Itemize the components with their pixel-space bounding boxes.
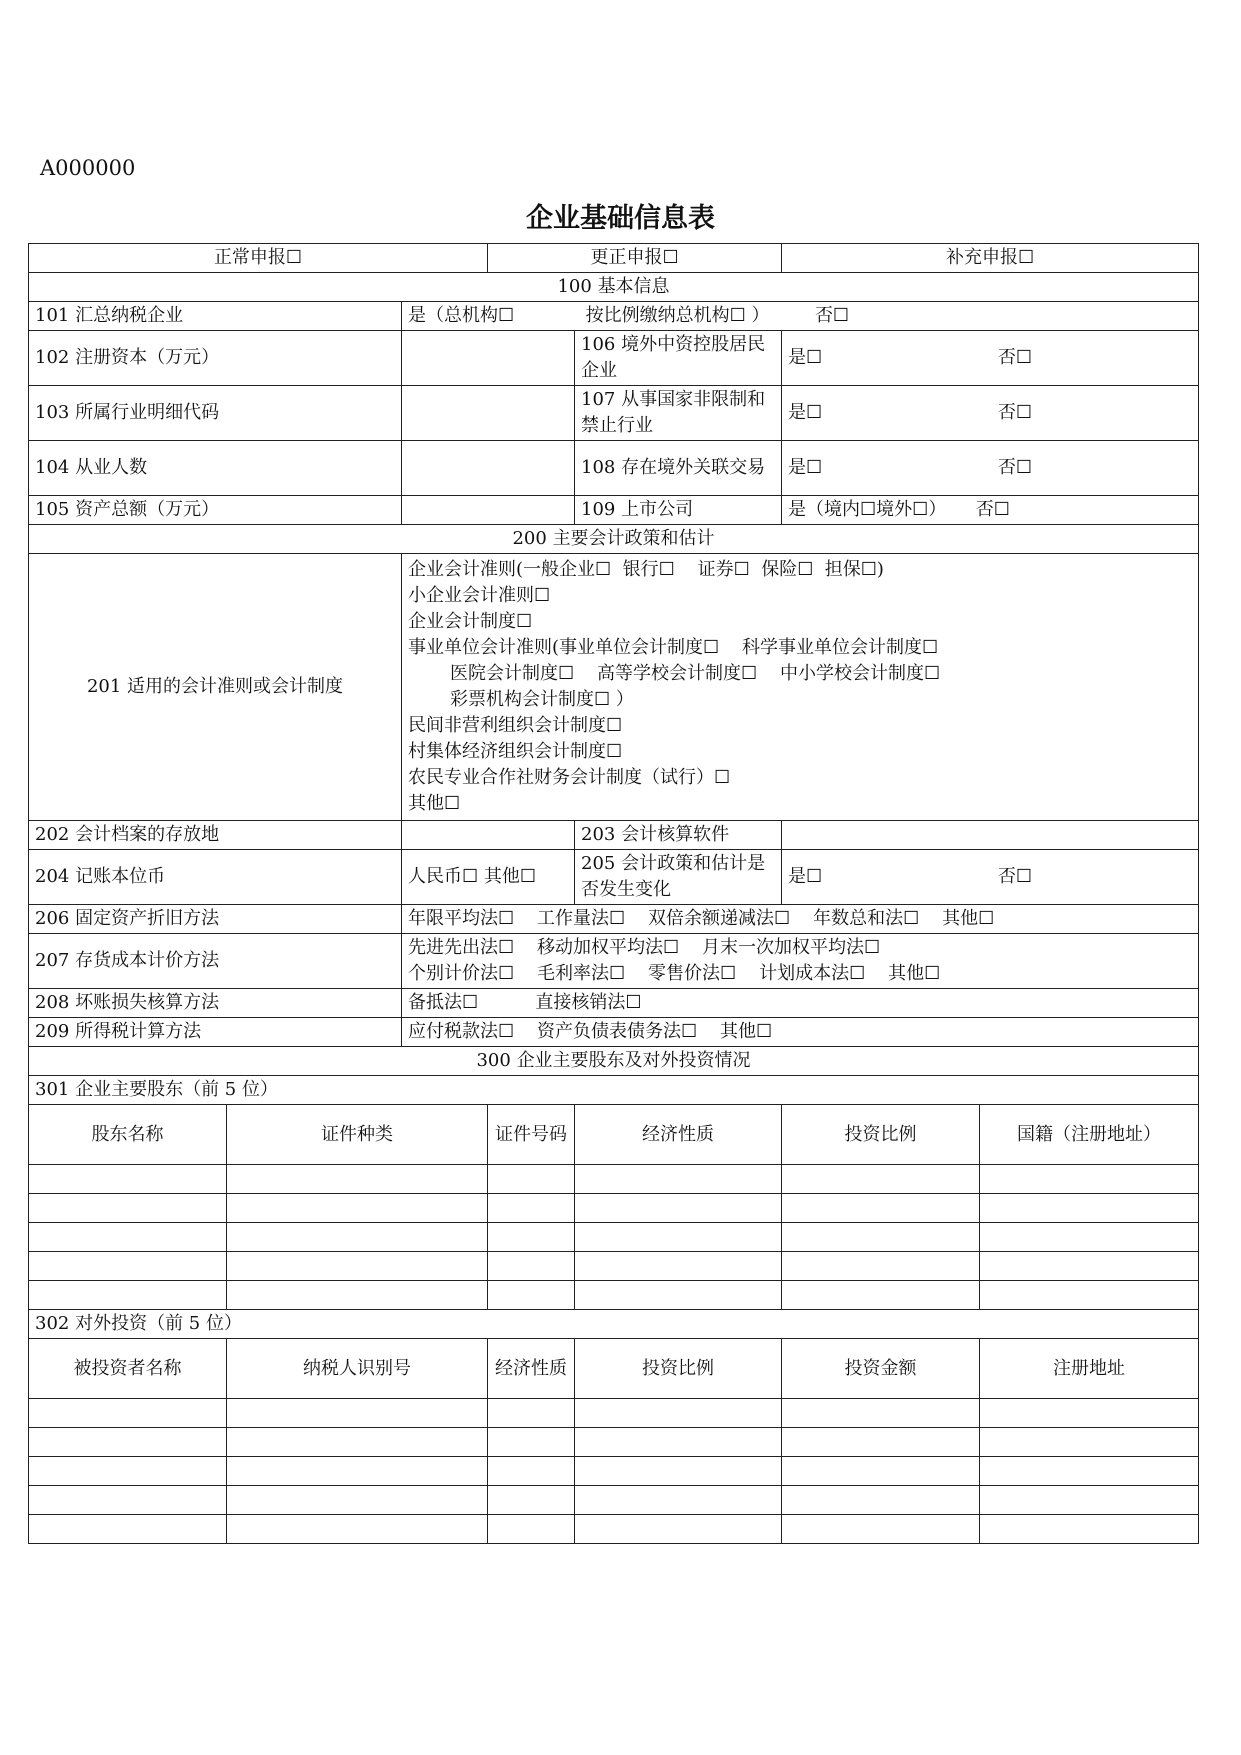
- shareholder-col-ratio: 投资比例: [782, 1105, 980, 1165]
- shareholder-cell[interactable]: [575, 1281, 782, 1310]
- row-103-label: 103 所属行业明细代码: [29, 386, 402, 441]
- row-106-yes[interactable]: 是☐: [788, 347, 823, 368]
- shareholder-col-nature: 经济性质: [575, 1105, 782, 1165]
- page-title: 企业基础信息表: [526, 203, 715, 234]
- row-106-label: 106 境外中资控股居民企业: [575, 331, 782, 386]
- shareholder-cell[interactable]: [782, 1252, 980, 1281]
- investment-cell[interactable]: [227, 1486, 488, 1515]
- report-normal-checkbox[interactable]: 正常申报☐: [29, 244, 488, 273]
- form-code: A000000: [40, 156, 136, 180]
- shareholder-cell[interactable]: [227, 1223, 488, 1252]
- row-108-yes[interactable]: 是☐: [788, 457, 823, 478]
- shareholder-col-id-number: 证件号码: [488, 1105, 575, 1165]
- row-108-label: 108 存在境外关联交易: [575, 441, 782, 496]
- row-108-no[interactable]: 否☐: [997, 457, 1033, 478]
- row-208-label: 208 坏账损失核算方法: [29, 989, 402, 1018]
- row-108-options[interactable]: [782, 441, 1199, 496]
- row-101-opt-proportional[interactable]: 按比例缴纳总机构☐ ）: [585, 305, 770, 326]
- shareholder-row: [29, 1281, 1199, 1310]
- row-201-line-4[interactable]: 事业单位会计准则(事业单位会计制度☐ 科学事业单位会计制度☐: [408, 637, 939, 658]
- row-107-options[interactable]: [782, 386, 1199, 441]
- section-200-header: 200 主要会计政策和估计: [29, 525, 1199, 554]
- shareholder-cell[interactable]: [575, 1223, 782, 1252]
- shareholder-cell[interactable]: [980, 1194, 1199, 1223]
- shareholder-cell[interactable]: [980, 1281, 1199, 1310]
- shareholder-cell[interactable]: [488, 1194, 575, 1223]
- row-201-line-10[interactable]: 其他☐: [408, 793, 461, 814]
- shareholder-cell[interactable]: [782, 1223, 980, 1252]
- investment-cell[interactable]: [980, 1457, 1199, 1486]
- row-201-options[interactable]: [402, 554, 1199, 821]
- row-105-input[interactable]: [402, 496, 575, 525]
- shareholder-cell[interactable]: [980, 1165, 1199, 1194]
- investment-cell[interactable]: [782, 1428, 980, 1457]
- row-209-label: 209 所得税计算方法: [29, 1018, 402, 1047]
- shareholder-col-id-type: 证件种类: [227, 1105, 488, 1165]
- row-204-options[interactable]: 人民币☐ 其他☐: [402, 850, 575, 905]
- row-206-options[interactable]: 年限平均法☐ 工作量法☐ 双倍余额递减法☐ 年数总和法☐ 其他☐: [402, 905, 1199, 934]
- shareholder-cell[interactable]: [782, 1194, 980, 1223]
- row-109-options[interactable]: [782, 496, 1199, 525]
- shareholder-cell[interactable]: [782, 1165, 980, 1194]
- investment-row: [29, 1515, 1199, 1544]
- row-101-opt-head-office[interactable]: 是（总机构☐: [408, 305, 515, 326]
- row-207-line-1[interactable]: 先进先出法☐ 移动加权平均法☐ 月末一次加权平均法☐: [408, 937, 881, 958]
- row-109-label: 109 上市公司: [575, 496, 782, 525]
- section-300-header: 300 企业主要股东及对外投资情况: [29, 1047, 1199, 1076]
- row-101-label: 101 汇总纳税企业: [29, 302, 402, 331]
- shareholder-col-name: 股东名称: [29, 1105, 227, 1165]
- investment-cell[interactable]: [488, 1486, 575, 1515]
- row-107-yes[interactable]: 是☐: [788, 402, 823, 423]
- investment-cell[interactable]: [575, 1515, 782, 1544]
- shareholder-cell[interactable]: [782, 1281, 980, 1310]
- row-106-no[interactable]: 否☐: [997, 347, 1033, 368]
- row-205-no[interactable]: 否☐: [997, 866, 1033, 887]
- investment-cell[interactable]: [29, 1515, 227, 1544]
- row-201-label: 201 适用的会计准则或会计制度: [29, 554, 402, 821]
- row-202-label: 202 会计档案的存放地: [29, 821, 402, 850]
- enterprise-info-table: [28, 243, 1199, 1544]
- investment-cell[interactable]: [227, 1457, 488, 1486]
- investment-cell[interactable]: [575, 1457, 782, 1486]
- shareholder-row: [29, 1223, 1199, 1252]
- investment-cell[interactable]: [782, 1515, 980, 1544]
- investment-cell[interactable]: [488, 1399, 575, 1428]
- investment-cell[interactable]: [782, 1399, 980, 1428]
- row-207-options[interactable]: [402, 934, 1199, 989]
- investment-cell[interactable]: [575, 1399, 782, 1428]
- investment-col-nature: 经济性质: [488, 1339, 575, 1399]
- row-201-line-2[interactable]: 小企业会计准则☐: [408, 585, 551, 606]
- row-202-input[interactable]: [402, 821, 575, 850]
- investment-cell[interactable]: [227, 1399, 488, 1428]
- row-201-line-8[interactable]: 村集体经济组织会计制度☐: [408, 741, 623, 762]
- row-109-opt-listed[interactable]: 是（境内☐境外☐）: [788, 499, 947, 520]
- row-302-label: 302 对外投资（前 5 位）: [29, 1310, 1199, 1339]
- row-205-label: 205 会计政策和估计是否发生变化: [575, 850, 782, 905]
- row-206-label: 206 固定资产折旧方法: [29, 905, 402, 934]
- shareholder-cell[interactable]: [227, 1281, 488, 1310]
- shareholder-cell[interactable]: [980, 1223, 1199, 1252]
- shareholder-cell[interactable]: [488, 1165, 575, 1194]
- investment-row: [29, 1486, 1199, 1515]
- investment-cell[interactable]: [488, 1428, 575, 1457]
- row-102-input[interactable]: [402, 331, 575, 386]
- investment-cell[interactable]: [575, 1428, 782, 1457]
- shareholder-cell[interactable]: [488, 1252, 575, 1281]
- shareholder-cell[interactable]: [575, 1194, 782, 1223]
- investment-col-amount: 投资金额: [782, 1339, 980, 1399]
- row-107-no[interactable]: 否☐: [997, 402, 1033, 423]
- row-205-options[interactable]: [782, 850, 1199, 905]
- investment-col-name: 被投资者名称: [29, 1339, 227, 1399]
- shareholder-cell[interactable]: [29, 1165, 227, 1194]
- row-204-label: 204 记账本位币: [29, 850, 402, 905]
- row-201-line-6[interactable]: 彩票机构会计制度☐ ）: [450, 689, 634, 710]
- row-201-line-9[interactable]: 农民专业合作社财务会计制度（试行）☐: [408, 767, 731, 788]
- row-101-opt-no[interactable]: 否☐: [814, 305, 850, 326]
- row-201-line-5[interactable]: 医院会计制度☐ 高等学校会计制度☐ 中小学校会计制度☐: [450, 663, 941, 684]
- row-201-line-1[interactable]: 企业会计准则(一般企业☐ 银行☐ 证券☐ 保险☐ 担保☐): [408, 559, 884, 580]
- row-207-label: 207 存货成本计价方法: [29, 934, 402, 989]
- investment-cell[interactable]: [782, 1457, 980, 1486]
- investment-cell[interactable]: [980, 1428, 1199, 1457]
- report-correction-checkbox[interactable]: 更正申报☐: [488, 244, 782, 273]
- row-301-label: 301 企业主要股东（前 5 位）: [29, 1076, 1199, 1105]
- row-109-opt-no[interactable]: 否☐: [975, 499, 1010, 520]
- row-203-input[interactable]: [782, 821, 1199, 850]
- investment-cell[interactable]: [29, 1399, 227, 1428]
- row-105-label: 105 资产总额（万元）: [29, 496, 402, 525]
- row-201-line-7[interactable]: 民间非营利组织会计制度☐: [408, 715, 623, 736]
- shareholder-cell[interactable]: [488, 1281, 575, 1310]
- investment-row: [29, 1399, 1199, 1428]
- shareholder-row: [29, 1165, 1199, 1194]
- shareholder-cell[interactable]: [227, 1252, 488, 1281]
- shareholder-cell[interactable]: [488, 1223, 575, 1252]
- report-supplement-checkbox[interactable]: 补充申报☐: [782, 244, 1199, 273]
- shareholder-cell[interactable]: [29, 1194, 227, 1223]
- investment-cell[interactable]: [227, 1428, 488, 1457]
- row-207-line-2[interactable]: 个别计价法☐ 毛利率法☐ 零售价法☐ 计划成本法☐ 其他☐: [408, 963, 941, 984]
- investment-cell[interactable]: [980, 1399, 1199, 1428]
- investment-cell[interactable]: [29, 1428, 227, 1457]
- row-104-input[interactable]: [402, 441, 575, 496]
- shareholder-cell[interactable]: [227, 1165, 488, 1194]
- investment-cell[interactable]: [488, 1515, 575, 1544]
- investment-cell[interactable]: [782, 1486, 980, 1515]
- investment-cell[interactable]: [29, 1457, 227, 1486]
- row-101-options[interactable]: [402, 302, 1199, 331]
- investment-row: [29, 1428, 1199, 1457]
- row-106-options[interactable]: [782, 331, 1199, 386]
- shareholder-col-nationality: 国籍（注册地址）: [980, 1105, 1199, 1165]
- shareholder-cell[interactable]: [227, 1194, 488, 1223]
- shareholder-cell[interactable]: [29, 1223, 227, 1252]
- investment-col-address: 注册地址: [980, 1339, 1199, 1399]
- investment-cell[interactable]: [980, 1486, 1199, 1515]
- row-107-label: 107 从事国家非限制和禁止行业: [575, 386, 782, 441]
- shareholder-row: [29, 1252, 1199, 1281]
- investment-cell[interactable]: [980, 1515, 1199, 1544]
- row-104-label: 104 从业人数: [29, 441, 402, 496]
- row-201-line-3[interactable]: 企业会计制度☐: [408, 611, 533, 632]
- shareholder-row: [29, 1194, 1199, 1223]
- investment-cell[interactable]: [227, 1515, 488, 1544]
- row-203-label: 203 会计核算软件: [575, 821, 782, 850]
- shareholder-cell[interactable]: [29, 1281, 227, 1310]
- shareholder-cell[interactable]: [980, 1252, 1199, 1281]
- investment-row: [29, 1457, 1199, 1486]
- investment-col-ratio: 投资比例: [575, 1339, 782, 1399]
- investment-cell[interactable]: [488, 1457, 575, 1486]
- row-208-options[interactable]: 备抵法☐ 直接核销法☐: [402, 989, 1199, 1018]
- shareholder-cell[interactable]: [575, 1165, 782, 1194]
- investment-col-taxpayer-id: 纳税人识别号: [227, 1339, 488, 1399]
- investment-cell[interactable]: [29, 1486, 227, 1515]
- shareholder-cell[interactable]: [29, 1252, 227, 1281]
- investment-cell[interactable]: [575, 1486, 782, 1515]
- row-205-yes[interactable]: 是☐: [788, 866, 823, 887]
- row-102-label: 102 注册资本（万元）: [29, 331, 402, 386]
- section-100-header: 100 基本信息: [29, 273, 1199, 302]
- shareholder-cell[interactable]: [575, 1252, 782, 1281]
- row-209-options[interactable]: 应付税款法☐ 资产负债表债务法☐ 其他☐: [402, 1018, 1199, 1047]
- row-103-input[interactable]: [402, 386, 575, 441]
